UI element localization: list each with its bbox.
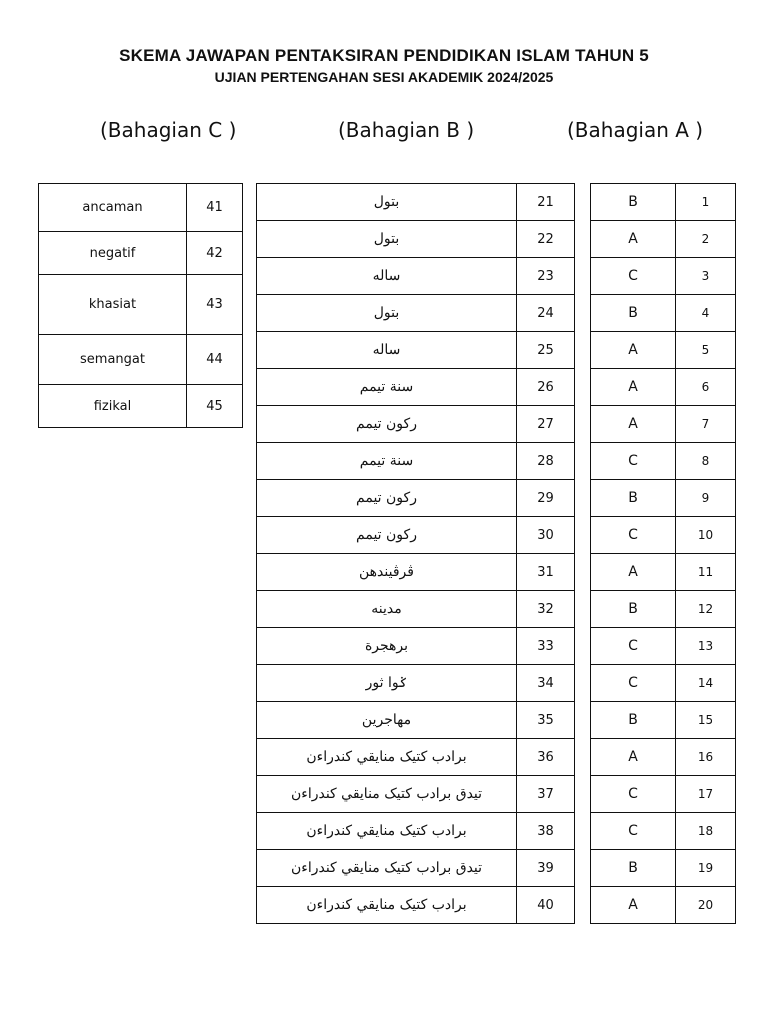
answer-cell: مدينه	[257, 591, 517, 628]
question-number-cell: 17	[676, 776, 736, 813]
table-row	[591, 295, 736, 332]
answer-cell: رکون تيمم	[257, 406, 517, 443]
question-number-cell: 15	[676, 702, 736, 739]
table-row	[591, 739, 736, 776]
answer-cell: مهاجرين	[257, 702, 517, 739]
answer-cell: رکون تيمم	[257, 480, 517, 517]
answer-cell: C	[591, 443, 676, 480]
question-number-cell: 10	[676, 517, 736, 554]
question-number-cell: 22	[517, 221, 575, 258]
table-row	[257, 295, 575, 332]
question-number-cell: 14	[676, 665, 736, 702]
table-row	[257, 332, 575, 369]
table-row	[591, 258, 736, 295]
question-number-cell: 18	[676, 813, 736, 850]
answer-cell: ancaman	[39, 184, 187, 232]
answer-cell: B	[591, 295, 676, 332]
table-row	[257, 776, 575, 813]
table-row	[39, 385, 243, 428]
answer-cell: تيدق برادب کتيک منايقي کندراءن	[257, 850, 517, 887]
answer-cell: B	[591, 591, 676, 628]
answer-cell: سنة تيمم	[257, 443, 517, 480]
answer-cell: C	[591, 776, 676, 813]
table-row	[257, 480, 575, 517]
answer-cell: A	[591, 369, 676, 406]
table-row	[591, 369, 736, 406]
answer-cell: ساله	[257, 258, 517, 295]
table-row	[591, 702, 736, 739]
question-number-cell: 42	[187, 232, 243, 275]
table-row	[591, 665, 736, 702]
table-row	[591, 480, 736, 517]
table-row	[39, 232, 243, 275]
table-row	[591, 221, 736, 258]
table-row	[591, 554, 736, 591]
table-row	[39, 335, 243, 385]
answer-cell: بتول	[257, 295, 517, 332]
answer-cell: A	[591, 406, 676, 443]
table-row	[591, 776, 736, 813]
table-row	[257, 517, 575, 554]
question-number-cell: 36	[517, 739, 575, 776]
answer-cell: رکون تيمم	[257, 517, 517, 554]
question-number-cell: 32	[517, 591, 575, 628]
table-row	[591, 406, 736, 443]
question-number-cell: 40	[517, 887, 575, 924]
table-row	[591, 443, 736, 480]
answer-cell: A	[591, 887, 676, 924]
table-row	[257, 702, 575, 739]
table-row	[257, 739, 575, 776]
question-number-cell: 20	[676, 887, 736, 924]
question-number-cell: 33	[517, 628, 575, 665]
question-number-cell: 28	[517, 443, 575, 480]
section-a-heading: (Bahagian A )	[567, 118, 704, 142]
question-number-cell: 30	[517, 517, 575, 554]
question-number-cell: 35	[517, 702, 575, 739]
table-row	[591, 887, 736, 924]
question-number-cell: 39	[517, 850, 575, 887]
question-number-cell: 16	[676, 739, 736, 776]
answer-cell: C	[591, 517, 676, 554]
answer-cell: B	[591, 850, 676, 887]
table-row	[257, 221, 575, 258]
table-row	[257, 406, 575, 443]
answer-cell: khasiat	[39, 275, 187, 335]
answer-cell: C	[591, 258, 676, 295]
question-number-cell: 11	[676, 554, 736, 591]
table-row	[257, 554, 575, 591]
answer-cell: B	[591, 184, 676, 221]
section-c-table	[38, 183, 243, 428]
section-b-table	[256, 183, 575, 924]
question-number-cell: 3	[676, 258, 736, 295]
question-number-cell: 38	[517, 813, 575, 850]
answer-cell: ݢوا ثور	[257, 665, 517, 702]
table-row	[257, 258, 575, 295]
question-number-cell: 31	[517, 554, 575, 591]
question-number-cell: 34	[517, 665, 575, 702]
table-row	[39, 275, 243, 335]
section-b-heading: (Bahagian B )	[338, 118, 475, 142]
table-row	[39, 184, 243, 232]
answer-cell: C	[591, 665, 676, 702]
answer-cell: A	[591, 332, 676, 369]
question-number-cell: 7	[676, 406, 736, 443]
document-title: SKEMA JAWAPAN PENTAKSIRAN PENDIDIKAN ISLAM TAHUN 5	[119, 46, 649, 65]
question-number-cell: 23	[517, 258, 575, 295]
question-number-cell: 25	[517, 332, 575, 369]
answer-cell: بتول	[257, 221, 517, 258]
table-row	[591, 813, 736, 850]
table-row	[591, 850, 736, 887]
table-row	[591, 184, 736, 221]
question-number-cell: 26	[517, 369, 575, 406]
question-number-cell: 8	[676, 443, 736, 480]
question-number-cell: 45	[187, 385, 243, 428]
question-number-cell: 41	[187, 184, 243, 232]
table-row	[257, 443, 575, 480]
question-number-cell: 9	[676, 480, 736, 517]
answer-cell: B	[591, 480, 676, 517]
question-number-cell: 5	[676, 332, 736, 369]
question-number-cell: 21	[517, 184, 575, 221]
table-row	[257, 184, 575, 221]
answer-cell: semangat	[39, 335, 187, 385]
answer-cell: برادب کتيک منايقي کندراءن	[257, 813, 517, 850]
section-c-heading: (Bahagian C )	[100, 118, 237, 142]
answer-cell: برادب کتيک منايقي کندراءن	[257, 739, 517, 776]
answer-cell: تيدق برادب کتيک منايقي کندراءن	[257, 776, 517, 813]
answer-cell: B	[591, 702, 676, 739]
question-number-cell: 44	[187, 335, 243, 385]
question-number-cell: 19	[676, 850, 736, 887]
question-number-cell: 43	[187, 275, 243, 335]
question-number-cell: 24	[517, 295, 575, 332]
answer-cell: سنة تيمم	[257, 369, 517, 406]
table-row	[257, 628, 575, 665]
answer-cell: A	[591, 554, 676, 591]
answer-cell: C	[591, 628, 676, 665]
table-row	[257, 850, 575, 887]
question-number-cell: 2	[676, 221, 736, 258]
table-row	[257, 813, 575, 850]
table-row	[591, 332, 736, 369]
section-a-table	[590, 183, 736, 924]
question-number-cell: 37	[517, 776, 575, 813]
table-row	[257, 591, 575, 628]
question-number-cell: 12	[676, 591, 736, 628]
answer-cell: برادب کتيک منايقي کندراءن	[257, 887, 517, 924]
question-number-cell: 4	[676, 295, 736, 332]
answer-cell: A	[591, 739, 676, 776]
table-row	[257, 369, 575, 406]
answer-cell: برهجرة	[257, 628, 517, 665]
table-row	[591, 591, 736, 628]
question-number-cell: 29	[517, 480, 575, 517]
answer-cell: fizikal	[39, 385, 187, 428]
answer-cell: C	[591, 813, 676, 850]
table-row	[591, 628, 736, 665]
question-number-cell: 13	[676, 628, 736, 665]
table-row	[591, 517, 736, 554]
answer-cell: ڤرڤيندهن	[257, 554, 517, 591]
answer-cell: negatif	[39, 232, 187, 275]
table-row	[257, 665, 575, 702]
question-number-cell: 1	[676, 184, 736, 221]
document-subtitle: UJIAN PERTENGAHAN SESI AKADEMIK 2024/2025	[214, 69, 554, 85]
question-number-cell: 27	[517, 406, 575, 443]
question-number-cell: 6	[676, 369, 736, 406]
answer-cell: A	[591, 221, 676, 258]
answer-cell: ساله	[257, 332, 517, 369]
answer-cell: بتول	[257, 184, 517, 221]
table-row	[257, 887, 575, 924]
